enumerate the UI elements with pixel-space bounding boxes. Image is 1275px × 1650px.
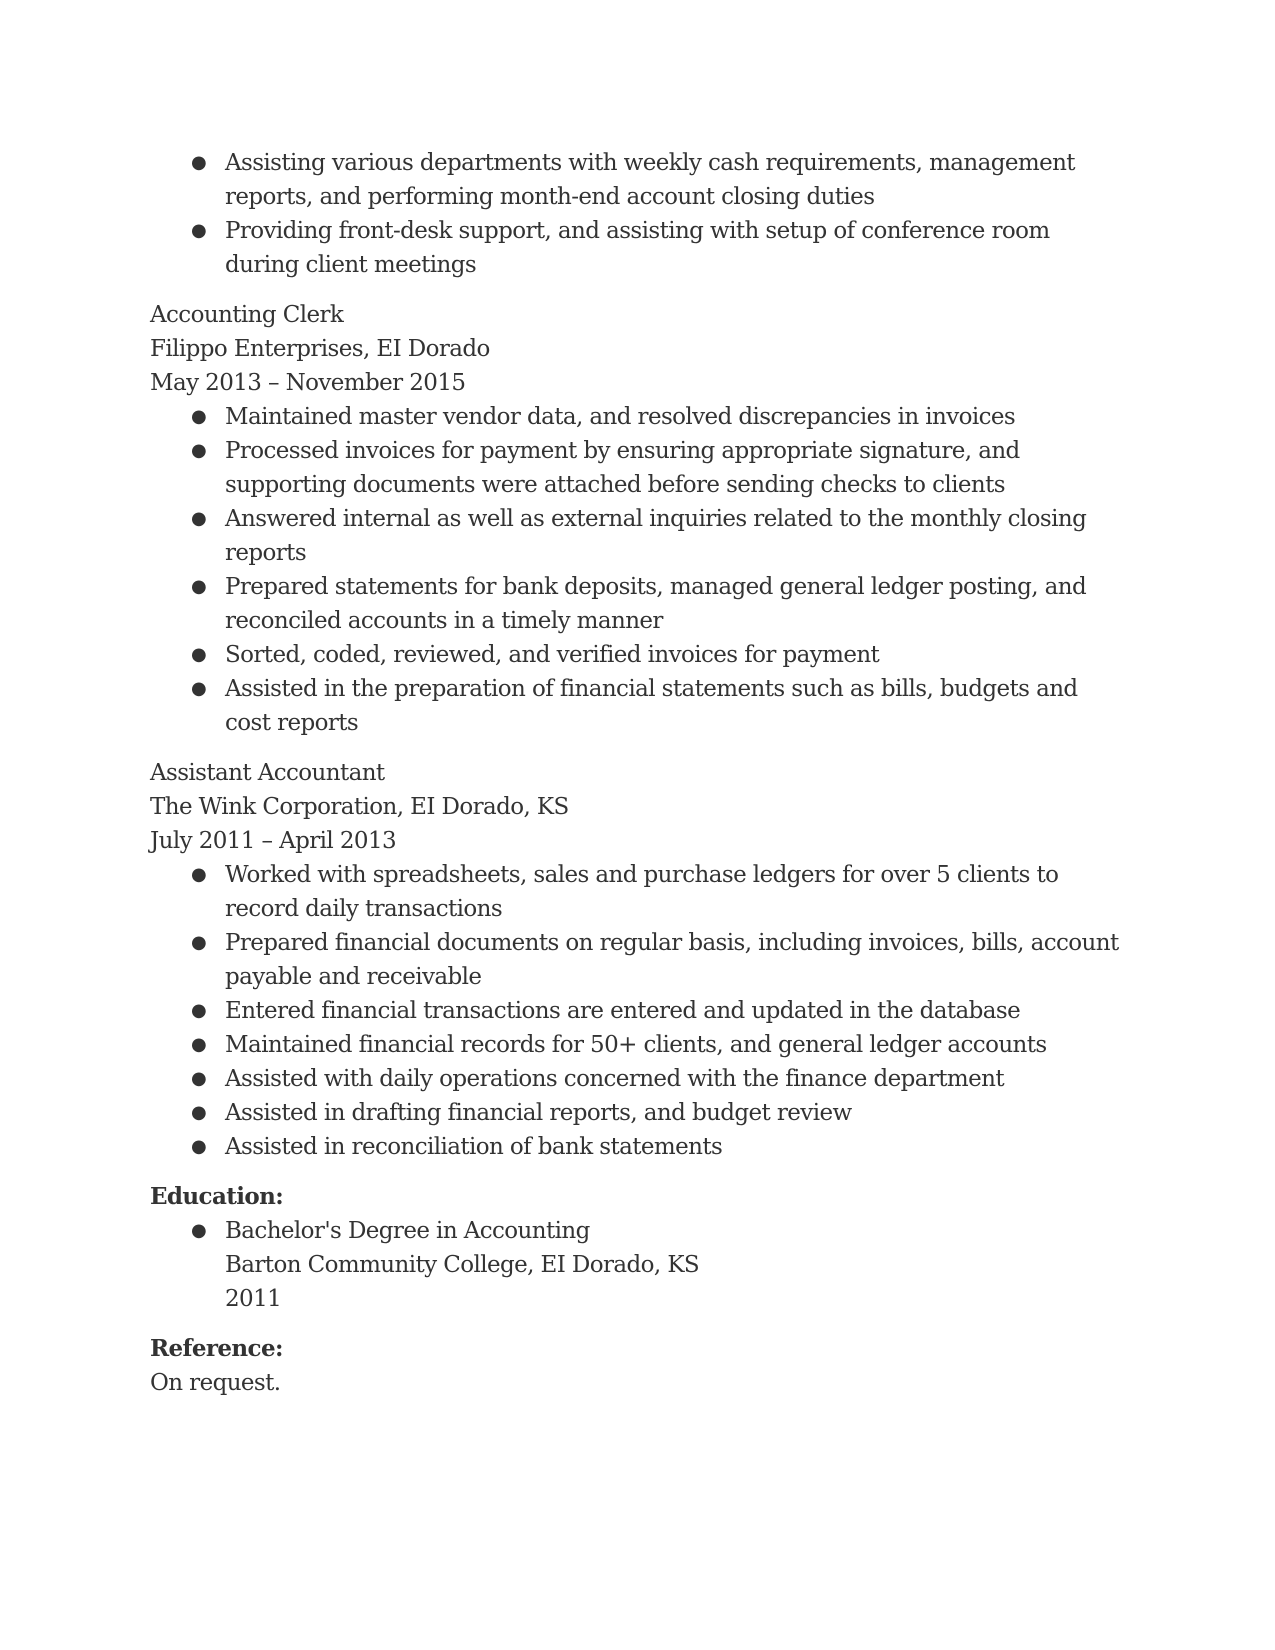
job-dates: July 2011 – April 2013 <box>150 828 397 854</box>
list-item: ● Assisting various departments with weekly cash requirements, management reports, and performing month-end account closing duties <box>225 146 1125 214</box>
education-item <box>191 1214 1125 1316</box>
list-item: ● Prepared financial documents on regular basis, including invoices, bills, account payable and receivable <box>225 926 1125 994</box>
job-title: Assistant Accountant <box>150 760 385 786</box>
list-item: ● Processed invoices for payment by ensuring appropriate signature, and supporting documents were attached before sending checks to clients <box>225 434 1125 502</box>
reference-heading: Reference: <box>150 1335 283 1362</box>
list-item: ● Assisted in drafting financial reports, and budget review <box>225 1096 1125 1130</box>
job-accounting-clerk <box>150 298 1125 740</box>
list-item: ● Providing front-desk support, and assisting with setup of conference room during client meetings <box>225 214 1125 282</box>
job-bullets <box>150 858 1125 1164</box>
list-item: ● Worked with spreadsheets, sales and purchase ledgers for over 5 clients to record daily transactions <box>225 858 1125 926</box>
bullet-icon: ● <box>191 1136 207 1157</box>
job-dates: May 2013 – November 2015 <box>150 370 466 396</box>
list-item: ● Maintained master vendor data, and resolved discrepancies in invoices <box>225 400 1125 434</box>
bullet-icon: ● <box>191 1034 207 1055</box>
bullet-icon: ● <box>191 508 207 529</box>
graduation-year: 2011 <box>225 1286 282 1312</box>
degree: Bachelor's Degree in Accounting <box>225 1218 590 1244</box>
education-heading: Education: <box>150 1183 284 1210</box>
job-company: The Wink Corporation, EI Dorado, KS <box>150 794 569 820</box>
bullet-icon: ● <box>191 220 207 241</box>
bullet-icon: ● <box>191 932 207 953</box>
bullet-icon: ● <box>191 152 207 173</box>
bullet-icon: ● <box>191 440 207 461</box>
bullet-icon: ● <box>191 406 207 427</box>
bullet-icon: ● <box>191 678 207 699</box>
bullet-icon: ● <box>191 1220 207 1241</box>
bullet-icon: ● <box>191 1068 207 1089</box>
previous-job-bullets <box>150 146 1125 282</box>
list-item: ● Assisted in the preparation of financial statements such as bills, budgets and cost reports <box>225 672 1125 740</box>
bullet-icon: ● <box>191 644 207 665</box>
list-item: ● Sorted, coded, reviewed, and verified invoices for payment <box>225 638 1125 672</box>
list-item: ● Prepared statements for bank deposits, managed general ledger posting, and reconciled accounts in a timely manner <box>225 570 1125 638</box>
job-bullets <box>150 400 1125 740</box>
bullet-icon: ● <box>191 1000 207 1021</box>
bullet-icon: ● <box>191 864 207 885</box>
list-item: ● Maintained financial records for 50+ clients, and general ledger accounts <box>225 1028 1125 1062</box>
education-list <box>150 1214 1125 1316</box>
list-item: ● Assisted in reconciliation of bank statements <box>225 1130 1125 1164</box>
list-item: ● Answered internal as well as external inquiries related to the monthly closing reports <box>225 502 1125 570</box>
bullet-icon: ● <box>191 576 207 597</box>
job-assistant-accountant <box>150 756 1125 1164</box>
school: Barton Community College, EI Dorado, KS <box>225 1252 700 1278</box>
job-title: Accounting Clerk <box>150 302 344 328</box>
bullet-icon: ● <box>191 1102 207 1123</box>
list-item: ● Entered financial transactions are entered and updated in the database <box>225 994 1125 1028</box>
reference-text: On request. <box>150 1370 281 1396</box>
list-item: ● Assisted with daily operations concerned with the finance department <box>225 1062 1125 1096</box>
job-company: Filippo Enterprises, EI Dorado <box>150 336 490 362</box>
